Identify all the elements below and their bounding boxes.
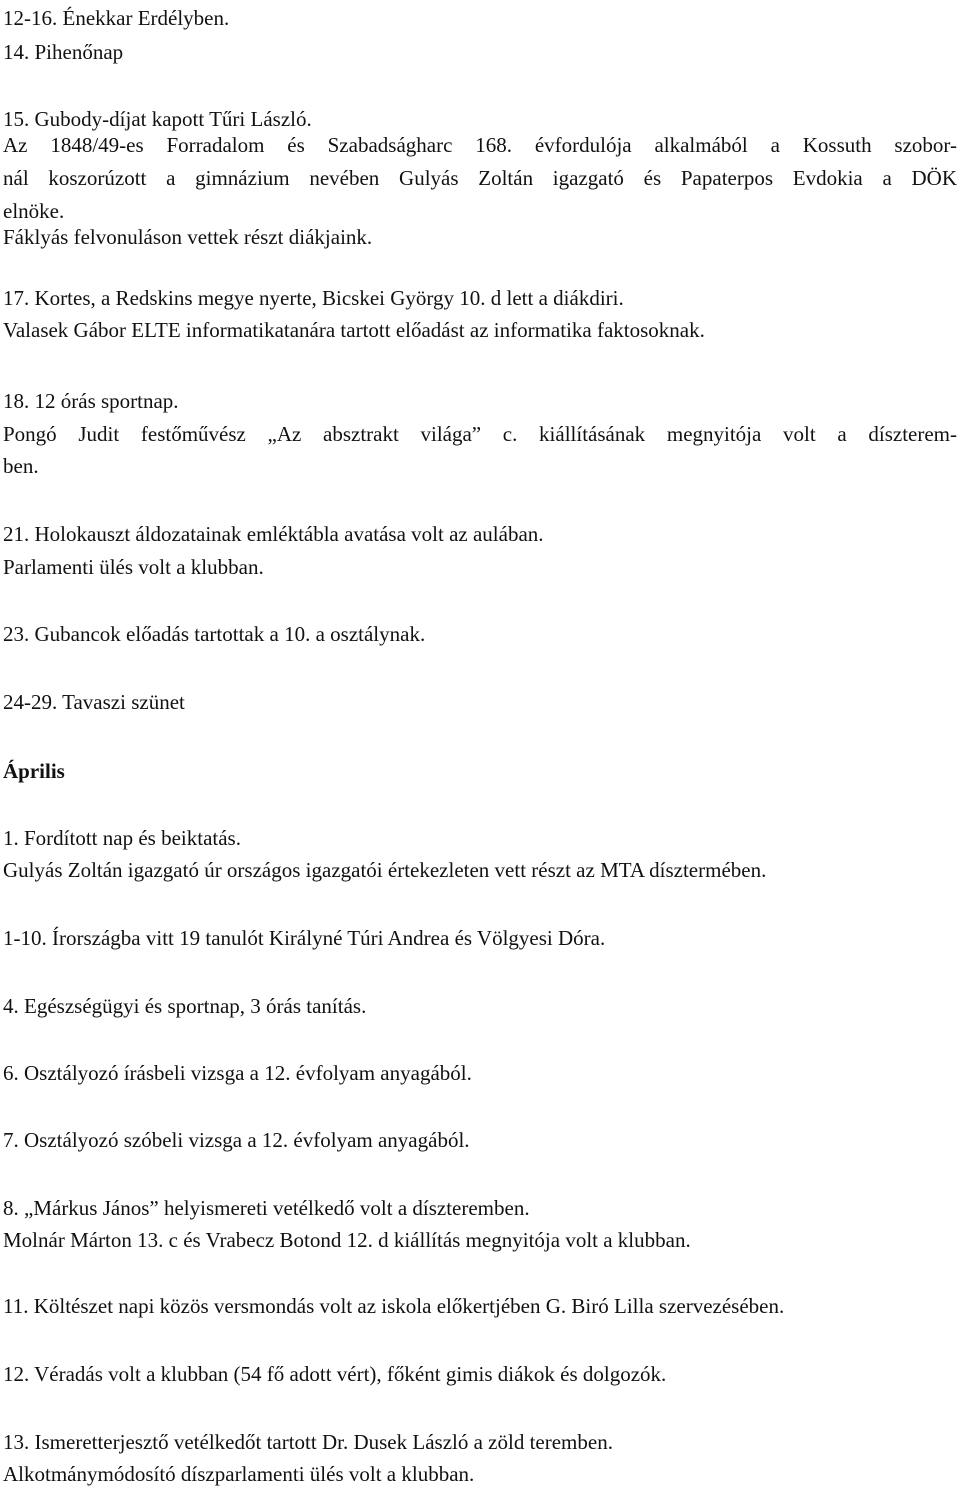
entry-18-line-3: ben. bbox=[3, 454, 39, 478]
entry-12-16: 12-16. Énekkar Erdélyben. bbox=[3, 6, 230, 30]
entry-apr-4: 4. Egészségügyi és sportnap, 3 órás tanítás. bbox=[3, 994, 367, 1018]
entry-apr-11: 11. Költészet napi közös versmondás volt az iskola előkertjében G. Biró Lilla szervezésében. bbox=[3, 1294, 785, 1318]
entry-24-29: 24-29. Tavaszi szünet bbox=[3, 690, 185, 714]
entry-apr-13: 13. Ismeretterjesztő vetélkedőt tartott Dr. Dusek László a zöld teremben. bbox=[3, 1430, 613, 1454]
entry-apr-1-10: 1-10. Írországba vitt 19 tanulót Királyné Túri Andrea és Völgyesi Dóra. bbox=[3, 926, 606, 950]
entry-23: 23. Gubancok előadás tartottak a 10. a osztálynak. bbox=[3, 622, 426, 646]
entry-15: 15. Gubody-díjat kapott Tűri László. bbox=[3, 107, 312, 131]
entry-15-line-4: elnöke. bbox=[3, 199, 65, 223]
entry-14: 14. Pihenőnap bbox=[3, 40, 124, 64]
entry-apr-12: 12. Véradás volt a klubban (54 fő adott vért), főként gimis diákok és dolgozók. bbox=[3, 1362, 667, 1386]
entry-apr-6: 6. Osztályozó írásbeli vizsga a 12. évfolyam anyagából. bbox=[3, 1061, 472, 1085]
entry-21: 21. Holokauszt áldozatainak emléktábla avatása volt az aulában. bbox=[3, 522, 544, 546]
entry-15-line-3: nál koszorúzott a gimnázium nevében Gulyás Zoltán igazgató és Papaterpos Evdokia a DÖK bbox=[3, 166, 957, 190]
entry-apr-8-line-2: Molnár Márton 13. c és Vrabecz Botond 12. d kiállítás megnyitója volt a klubban. bbox=[3, 1228, 691, 1252]
entry-21-line-2: Parlamenti ülés volt a klubban. bbox=[3, 555, 264, 579]
entry-apr-13-line-2: Alkotmánymódosító díszparlamenti ülés volt a klubban. bbox=[3, 1462, 475, 1486]
entry-18: 18. 12 órás sportnap. bbox=[3, 389, 179, 413]
entry-apr-7: 7. Osztályozó szóbeli vizsga a 12. évfolyam anyagából. bbox=[3, 1128, 470, 1152]
entry-17: 17. Kortes, a Redskins megye nyerte, Bicskei György 10. d lett a diákdiri. bbox=[3, 286, 624, 310]
entry-apr-1-line-2: Gulyás Zoltán igazgató úr országos igazgatói értekezleten vett részt az MTA dísztermében. bbox=[3, 858, 767, 882]
entry-17-line-2: Valasek Gábor ELTE informatikatanára tartott előadást az informatika faktosoknak. bbox=[3, 318, 705, 342]
entry-15-line-5: Fáklyás felvonuláson vettek részt diákjaink. bbox=[3, 225, 373, 249]
entry-apr-1: 1. Fordított nap és beiktatás. bbox=[3, 826, 241, 850]
entry-15-line-2: Az 1848/49-es Forradalom és Szabadságharc 168. évfordulója alkalmából a Kossuth szobor- bbox=[3, 133, 957, 157]
month-heading-april: Április bbox=[3, 759, 65, 783]
entry-18-line-2: Pongó Judit festőművész „Az absztrakt világa” c. kiállításának megnyitója volt a díszterem- bbox=[3, 422, 957, 446]
entry-apr-8: 8. „Márkus János” helyismereti vetélkedő volt a díszteremben. bbox=[3, 1196, 530, 1220]
